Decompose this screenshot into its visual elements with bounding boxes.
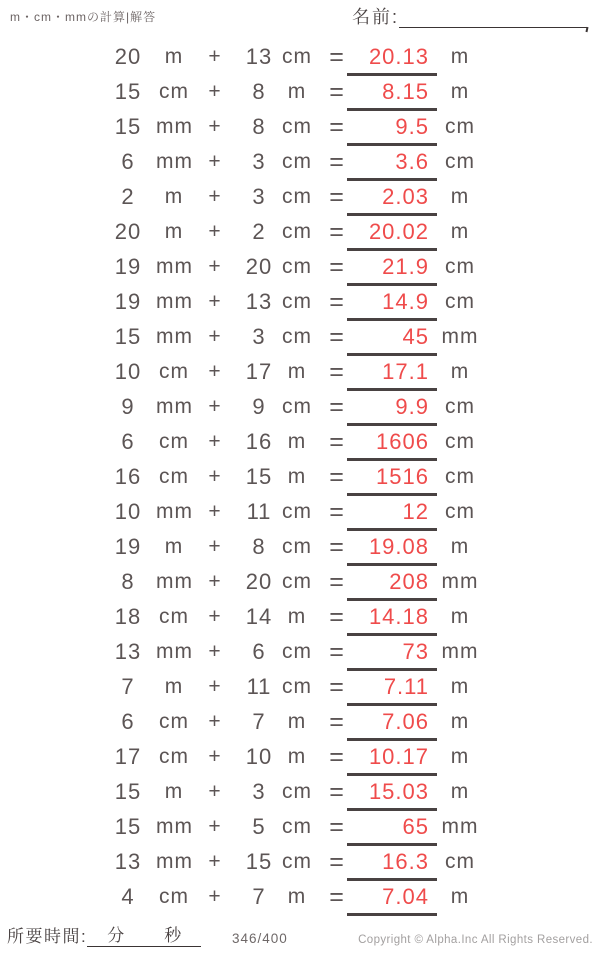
- answer-unit: mm: [441, 325, 479, 348]
- equals-sign: =: [329, 778, 345, 806]
- answer-unit: mm: [441, 815, 479, 838]
- operand1-unit: cm: [159, 605, 189, 628]
- answer-blank: [347, 776, 437, 811]
- answer-blank: [347, 356, 437, 391]
- answer-blank: [347, 41, 437, 76]
- name-blank-line: [399, 7, 587, 28]
- seconds-label: 秒: [164, 926, 182, 945]
- operand2-unit: cm: [282, 780, 312, 803]
- operand1-value: 13: [114, 639, 142, 664]
- answer-unit: m: [450, 710, 470, 733]
- answer-blank: [347, 881, 437, 916]
- answer-value: 19.08: [368, 534, 429, 559]
- problem-row: [0, 881, 600, 916]
- answer-blank: [347, 566, 437, 601]
- answer-unit: cm: [445, 430, 475, 453]
- problem-row: [0, 531, 600, 566]
- answer-value: 16.3: [382, 849, 429, 874]
- operand2-unit: cm: [282, 500, 312, 523]
- operand1-unit: cm: [159, 885, 189, 908]
- operand1-unit: cm: [159, 745, 189, 768]
- operand2-unit: m: [287, 605, 307, 628]
- plus-operator: +: [208, 850, 222, 873]
- equals-sign: =: [329, 533, 345, 561]
- equals-sign: =: [329, 848, 345, 876]
- answer-unit: m: [450, 605, 470, 628]
- operand2-unit: m: [287, 430, 307, 453]
- answer-blank: [347, 461, 437, 496]
- operand1-value: 13: [114, 849, 142, 874]
- answer-value: 20.02: [368, 219, 429, 244]
- operand1-unit: cm: [159, 360, 189, 383]
- answer-value: 7.04: [382, 884, 429, 909]
- operand1-unit: mm: [156, 150, 193, 173]
- operand1-value: 15: [114, 324, 142, 349]
- answer-value: 12: [402, 499, 429, 524]
- answer-unit: m: [450, 80, 470, 103]
- operand2-unit: m: [287, 885, 307, 908]
- time-label: 所要時間:: [7, 927, 88, 946]
- answer-blank: [347, 146, 437, 181]
- plus-operator: +: [208, 395, 222, 418]
- name-area: [352, 6, 587, 28]
- equals-sign: =: [329, 218, 345, 246]
- answer-unit: m: [450, 535, 470, 558]
- answer-value: 10.17: [368, 744, 429, 769]
- operand1-unit: cm: [159, 465, 189, 488]
- time-area: [7, 926, 201, 947]
- time-blank-line: [87, 927, 201, 947]
- operand1-unit: mm: [156, 290, 193, 313]
- operand1-value: 8: [121, 569, 135, 594]
- operand2-value: 11: [246, 674, 272, 699]
- equals-sign: =: [329, 358, 345, 386]
- operand1-unit: mm: [156, 850, 193, 873]
- operand1-unit: m: [164, 780, 184, 803]
- answer-unit: m: [450, 185, 470, 208]
- plus-operator: +: [208, 290, 222, 313]
- plus-operator: +: [208, 640, 222, 663]
- answer-blank: [347, 391, 437, 426]
- answer-unit: m: [450, 780, 470, 803]
- operand2-value: 3: [252, 149, 266, 174]
- answer-blank: [347, 601, 437, 636]
- operand1-value: 15: [114, 779, 142, 804]
- doc-title: m・cm・mmの計算|解答: [10, 10, 157, 24]
- operand2-value: 15: [245, 849, 273, 874]
- equals-sign: =: [329, 638, 345, 666]
- plus-operator: +: [208, 815, 222, 838]
- operand1-unit: mm: [156, 640, 193, 663]
- answer-blank: [347, 286, 437, 321]
- plus-operator: +: [208, 80, 222, 103]
- plus-operator: +: [208, 185, 222, 208]
- operand1-value: 10: [114, 499, 142, 524]
- operand1-value: 20: [114, 219, 142, 244]
- operand1-unit: m: [164, 45, 184, 68]
- answer-value: 9.5: [395, 114, 429, 139]
- problem-row: [0, 216, 600, 251]
- operand1-unit: mm: [156, 500, 193, 523]
- problem-row: [0, 636, 600, 671]
- answer-blank: [347, 216, 437, 251]
- plus-operator: +: [208, 430, 222, 453]
- minutes-label: 分: [107, 926, 125, 945]
- operand2-unit: cm: [282, 45, 312, 68]
- operand1-value: 10: [114, 359, 142, 384]
- operand1-value: 6: [121, 149, 135, 174]
- equals-sign: =: [329, 883, 345, 911]
- operand1-value: 20: [114, 44, 142, 69]
- equals-sign: =: [329, 393, 345, 421]
- operand2-value: 8: [252, 534, 266, 559]
- answer-value: 15.03: [368, 779, 429, 804]
- equals-sign: =: [329, 428, 345, 456]
- answer-blank: [347, 811, 437, 846]
- operand2-value: 13: [245, 44, 273, 69]
- operand2-unit: cm: [282, 640, 312, 663]
- answer-blank: [347, 636, 437, 671]
- operand2-unit: cm: [282, 255, 312, 278]
- operand2-value: 3: [252, 184, 266, 209]
- answer-value: 1516: [376, 464, 429, 489]
- answer-blank: [347, 706, 437, 741]
- answer-value: 7.06: [382, 709, 429, 734]
- operand2-value: 8: [252, 79, 266, 104]
- answer-blank: [347, 741, 437, 776]
- equals-sign: =: [329, 673, 345, 701]
- operand1-value: 19: [114, 254, 142, 279]
- operand2-value: 3: [252, 779, 266, 804]
- operand2-unit: cm: [282, 290, 312, 313]
- answer-value: 73: [402, 639, 429, 664]
- problem-row: [0, 776, 600, 811]
- plus-operator: +: [208, 780, 222, 803]
- operand1-value: 17: [114, 744, 142, 769]
- answer-unit: m: [450, 45, 470, 68]
- answer-blank: [347, 111, 437, 146]
- equals-sign: =: [329, 498, 345, 526]
- equals-sign: =: [329, 603, 345, 631]
- plus-operator: +: [208, 535, 222, 558]
- operand1-value: 15: [114, 114, 142, 139]
- operand2-value: 5: [252, 814, 266, 839]
- operand2-value: 3: [252, 324, 266, 349]
- problem-row: [0, 146, 600, 181]
- problem-row: [0, 391, 600, 426]
- operand2-value: 8: [252, 114, 266, 139]
- operand2-value: 7: [252, 884, 266, 909]
- operand1-unit: m: [164, 535, 184, 558]
- answer-value: 8.15: [382, 79, 429, 104]
- operand2-unit: cm: [282, 115, 312, 138]
- operand2-unit: cm: [282, 675, 312, 698]
- answer-value: 14.18: [368, 604, 429, 629]
- plus-operator: +: [208, 150, 222, 173]
- operand1-value: 15: [114, 79, 142, 104]
- answer-blank: [347, 321, 437, 356]
- operand1-unit: mm: [156, 395, 193, 418]
- plus-operator: +: [208, 360, 222, 383]
- equals-sign: =: [329, 183, 345, 211]
- answer-value: 7.11: [383, 674, 429, 699]
- problem-row: [0, 181, 600, 216]
- operand1-value: 15: [114, 814, 142, 839]
- operand1-value: 19: [114, 534, 142, 559]
- equals-sign: =: [329, 148, 345, 176]
- answer-unit: mm: [441, 640, 479, 663]
- operand2-unit: cm: [282, 815, 312, 838]
- answer-blank: [347, 181, 437, 216]
- operand2-unit: cm: [282, 220, 312, 243]
- answer-unit: cm: [445, 255, 475, 278]
- operand1-unit: mm: [156, 815, 193, 838]
- operand2-value: 13: [245, 289, 273, 314]
- operand2-value: 16: [245, 429, 273, 454]
- answer-unit: cm: [445, 115, 475, 138]
- operand1-value: 19: [114, 289, 142, 314]
- name-label: 名前:: [351, 7, 399, 27]
- answer-unit: cm: [445, 290, 475, 313]
- problem-row: [0, 741, 600, 776]
- equals-sign: =: [329, 288, 345, 316]
- answer-unit: m: [450, 360, 470, 383]
- operand2-unit: cm: [282, 395, 312, 418]
- answer-unit: cm: [445, 395, 475, 418]
- plus-operator: +: [208, 465, 222, 488]
- problem-row: [0, 811, 600, 846]
- answer-value: 45: [402, 324, 429, 349]
- answer-value: 20.13: [368, 44, 429, 69]
- operand1-unit: m: [164, 220, 184, 243]
- operand2-value: 2: [252, 219, 266, 244]
- plus-operator: +: [208, 220, 222, 243]
- operand2-unit: m: [287, 745, 307, 768]
- answer-blank: [347, 496, 437, 531]
- equals-sign: =: [329, 813, 345, 841]
- operand1-unit: mm: [156, 115, 193, 138]
- answer-value: 208: [389, 569, 429, 594]
- problem-row: [0, 286, 600, 321]
- problem-row: [0, 76, 600, 111]
- plus-operator: +: [208, 710, 222, 733]
- plus-operator: +: [208, 745, 222, 768]
- equals-sign: =: [329, 708, 345, 736]
- answer-value: 17.1: [382, 359, 429, 384]
- operand1-value: 7: [121, 674, 135, 699]
- plus-operator: +: [208, 45, 222, 68]
- answer-unit: m: [450, 745, 470, 768]
- problem-row: [0, 846, 600, 881]
- problem-row: [0, 426, 600, 461]
- operand2-value: 9: [252, 394, 266, 419]
- operand2-value: 20: [245, 569, 273, 594]
- operand2-value: 6: [252, 639, 266, 664]
- operand1-value: 18: [114, 604, 142, 629]
- answer-unit: mm: [441, 570, 479, 593]
- answer-value: 21.9: [382, 254, 429, 279]
- answer-blank: [347, 846, 437, 881]
- equals-sign: =: [329, 323, 345, 351]
- operand2-value: 20: [245, 254, 273, 279]
- operand2-value: 15: [245, 464, 273, 489]
- problem-row: [0, 461, 600, 496]
- answer-value: 14.9: [382, 289, 429, 314]
- answer-unit: cm: [445, 150, 475, 173]
- problem-row: [0, 356, 600, 391]
- operand1-unit: cm: [159, 80, 189, 103]
- operand1-unit: mm: [156, 325, 193, 348]
- problem-row: [0, 706, 600, 741]
- operand2-unit: m: [287, 80, 307, 103]
- plus-operator: +: [208, 500, 222, 523]
- operand2-unit: cm: [282, 570, 312, 593]
- operand2-value: 11: [246, 499, 272, 524]
- plus-operator: +: [208, 115, 222, 138]
- answer-unit: m: [450, 220, 470, 243]
- plus-operator: +: [208, 605, 222, 628]
- operand1-value: 6: [121, 429, 135, 454]
- answer-unit: m: [450, 675, 470, 698]
- operand2-unit: cm: [282, 325, 312, 348]
- operand1-value: 16: [114, 464, 142, 489]
- problem-row: [0, 321, 600, 356]
- operand2-unit: m: [287, 465, 307, 488]
- answer-unit: m: [450, 885, 470, 908]
- operand1-value: 4: [121, 884, 135, 909]
- plus-operator: +: [208, 675, 222, 698]
- operand2-unit: cm: [282, 150, 312, 173]
- plus-operator: +: [208, 885, 222, 908]
- operand1-unit: mm: [156, 570, 193, 593]
- answer-unit: cm: [445, 500, 475, 523]
- answer-value: 65: [402, 814, 429, 839]
- answer-blank: [347, 251, 437, 286]
- operand2-unit: m: [287, 710, 307, 733]
- operand2-unit: cm: [282, 850, 312, 873]
- answer-blank: [347, 531, 437, 566]
- operand1-value: 9: [121, 394, 135, 419]
- operand2-unit: m: [287, 360, 307, 383]
- equals-sign: =: [329, 78, 345, 106]
- operand2-unit: cm: [282, 185, 312, 208]
- problem-row: [0, 671, 600, 706]
- problem-row: [0, 41, 600, 76]
- problem-row: [0, 111, 600, 146]
- answer-value: 9.9: [395, 394, 429, 419]
- operand2-value: 17: [245, 359, 273, 384]
- equals-sign: =: [329, 743, 345, 771]
- plus-operator: +: [208, 570, 222, 593]
- operand1-value: 2: [121, 184, 135, 209]
- equals-sign: =: [329, 463, 345, 491]
- answer-blank: [347, 76, 437, 111]
- operand1-value: 6: [121, 709, 135, 734]
- problem-row: [0, 496, 600, 531]
- copyright: Copyright © Alpha.Inc All Rights Reserved.: [358, 934, 593, 946]
- answer-unit: cm: [445, 465, 475, 488]
- equals-sign: =: [329, 43, 345, 71]
- operand1-unit: m: [164, 185, 184, 208]
- problem-row: [0, 601, 600, 636]
- equals-sign: =: [329, 113, 345, 141]
- equals-sign: =: [329, 253, 345, 281]
- operand1-unit: m: [164, 675, 184, 698]
- answer-blank: [347, 671, 437, 706]
- plus-operator: +: [208, 255, 222, 278]
- operand1-unit: cm: [159, 430, 189, 453]
- operand1-unit: mm: [156, 255, 193, 278]
- answer-blank: [347, 426, 437, 461]
- operand2-value: 7: [252, 709, 266, 734]
- operand2-value: 10: [245, 744, 273, 769]
- plus-operator: +: [208, 325, 222, 348]
- answer-value: 3.6: [395, 149, 429, 174]
- answer-unit: cm: [445, 850, 475, 873]
- operand2-unit: cm: [282, 535, 312, 558]
- operand2-value: 14: [245, 604, 273, 629]
- problems-list: [0, 41, 600, 916]
- equals-sign: =: [329, 568, 345, 596]
- answer-value: 1606: [376, 429, 429, 454]
- problem-row: [0, 566, 600, 601]
- problem-row: [0, 251, 600, 286]
- operand1-unit: cm: [159, 710, 189, 733]
- page-number: 346/400: [232, 931, 288, 946]
- answer-value: 2.03: [382, 184, 429, 209]
